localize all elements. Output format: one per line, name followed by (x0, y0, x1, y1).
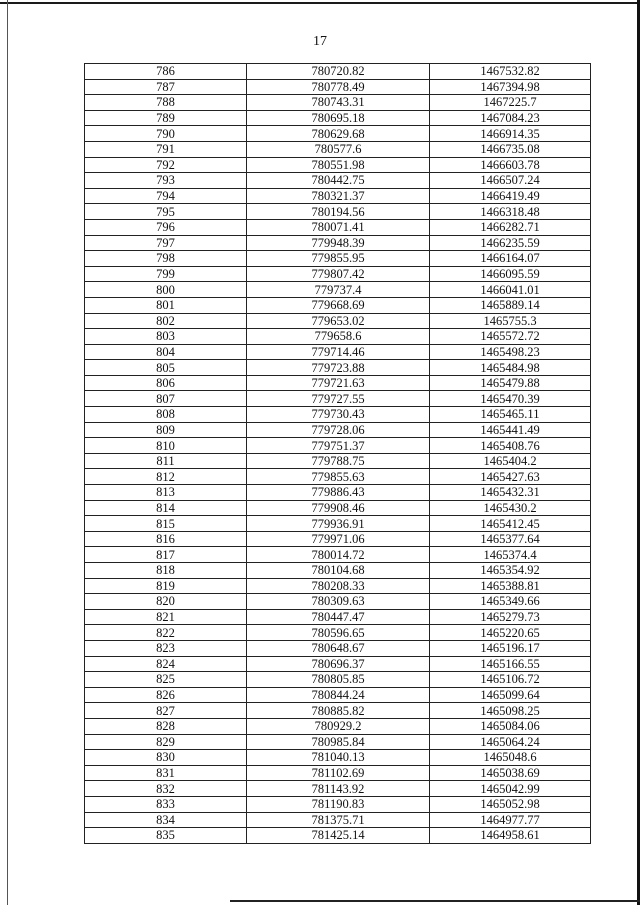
x-coordinate-cell: 780778.49 (247, 79, 430, 95)
point-number-cell: 809 (85, 422, 247, 438)
y-coordinate-cell: 1466164.07 (430, 251, 591, 267)
point-number-cell: 796 (85, 219, 247, 235)
table-row (85, 531, 591, 547)
y-coordinate-cell: 1466735.08 (430, 141, 591, 157)
x-coordinate-cell: 780805.85 (247, 672, 430, 688)
x-coordinate-cell: 779855.63 (247, 469, 430, 485)
x-coordinate-cell: 781040.13 (247, 750, 430, 766)
point-number-cell: 814 (85, 500, 247, 516)
x-coordinate-cell: 779737.4 (247, 282, 430, 298)
y-coordinate-cell: 1465470.39 (430, 391, 591, 407)
table-row (85, 188, 591, 204)
y-coordinate-cell: 1466095.59 (430, 266, 591, 282)
x-coordinate-cell: 780194.56 (247, 204, 430, 220)
table-row (85, 173, 591, 189)
x-coordinate-cell: 779727.55 (247, 391, 430, 407)
x-coordinate-cell: 780442.75 (247, 173, 430, 189)
y-coordinate-cell: 1466914.35 (430, 126, 591, 142)
y-coordinate-cell: 1467225.7 (430, 95, 591, 111)
table-row (85, 297, 591, 313)
point-number-cell: 828 (85, 718, 247, 734)
point-number-cell: 816 (85, 531, 247, 547)
x-coordinate-cell: 779658.6 (247, 329, 430, 345)
y-coordinate-cell: 1465374.4 (430, 547, 591, 563)
y-coordinate-cell: 1465196.17 (430, 640, 591, 656)
point-number-cell: 815 (85, 516, 247, 532)
table-row (85, 718, 591, 734)
point-number-cell: 810 (85, 438, 247, 454)
point-number-cell: 789 (85, 110, 247, 126)
x-coordinate-cell: 780104.68 (247, 563, 430, 579)
x-coordinate-cell: 780321.37 (247, 188, 430, 204)
x-coordinate-cell: 780309.63 (247, 594, 430, 610)
table-row (85, 640, 591, 656)
table-row (85, 594, 591, 610)
table-row (85, 485, 591, 501)
y-coordinate-cell: 1465889.14 (430, 297, 591, 313)
table-row (85, 703, 591, 719)
y-coordinate-cell: 1465484.98 (430, 360, 591, 376)
y-coordinate-cell: 1465084.06 (430, 718, 591, 734)
point-number-cell: 788 (85, 95, 247, 111)
x-coordinate-cell: 780929.2 (247, 718, 430, 734)
y-coordinate-cell: 1465388.81 (430, 578, 591, 594)
table-row (85, 251, 591, 267)
y-coordinate-cell: 1465064.24 (430, 734, 591, 750)
x-coordinate-cell: 780985.84 (247, 734, 430, 750)
y-coordinate-cell: 1465279.73 (430, 609, 591, 625)
table-row (85, 110, 591, 126)
table-row (85, 828, 591, 844)
y-coordinate-cell: 1464958.61 (430, 828, 591, 844)
point-number-cell: 834 (85, 812, 247, 828)
table-row (85, 438, 591, 454)
x-coordinate-cell: 779653.02 (247, 313, 430, 329)
point-number-cell: 795 (85, 204, 247, 220)
y-coordinate-cell: 1465354.92 (430, 563, 591, 579)
table-row (85, 750, 591, 766)
y-coordinate-cell: 1464977.77 (430, 812, 591, 828)
table-row (85, 360, 591, 376)
point-number-cell: 792 (85, 157, 247, 173)
x-coordinate-cell: 780577.6 (247, 141, 430, 157)
x-coordinate-cell: 779855.95 (247, 251, 430, 267)
point-number-cell: 802 (85, 313, 247, 329)
x-coordinate-cell: 780844.24 (247, 687, 430, 703)
point-number-cell: 793 (85, 173, 247, 189)
table-row (85, 64, 591, 80)
table-row (85, 313, 591, 329)
x-coordinate-cell: 779948.39 (247, 235, 430, 251)
point-number-cell: 831 (85, 765, 247, 781)
x-coordinate-cell: 779886.43 (247, 485, 430, 501)
point-number-cell: 787 (85, 79, 247, 95)
point-number-cell: 811 (85, 453, 247, 469)
table-row (85, 672, 591, 688)
y-coordinate-cell: 1465220.65 (430, 625, 591, 641)
x-coordinate-cell: 780071.41 (247, 219, 430, 235)
x-coordinate-cell: 779721.63 (247, 375, 430, 391)
y-coordinate-cell: 1465042.99 (430, 781, 591, 797)
x-coordinate-cell: 779723.88 (247, 360, 430, 376)
point-number-cell: 818 (85, 563, 247, 579)
table-row (85, 547, 591, 563)
y-coordinate-cell: 1465408.76 (430, 438, 591, 454)
x-coordinate-cell: 780743.31 (247, 95, 430, 111)
x-coordinate-cell: 780695.18 (247, 110, 430, 126)
y-coordinate-cell: 1466282.71 (430, 219, 591, 235)
y-coordinate-cell: 1466235.59 (430, 235, 591, 251)
y-coordinate-cell: 1466507.24 (430, 173, 591, 189)
x-coordinate-cell: 780648.67 (247, 640, 430, 656)
point-number-cell: 805 (85, 360, 247, 376)
x-coordinate-cell: 780447.47 (247, 609, 430, 625)
point-number-cell: 803 (85, 329, 247, 345)
y-coordinate-cell: 1465498.23 (430, 344, 591, 360)
y-coordinate-cell: 1466419.49 (430, 188, 591, 204)
table-row (85, 609, 591, 625)
table-row (85, 765, 591, 781)
x-coordinate-cell: 780208.33 (247, 578, 430, 594)
point-number-cell: 825 (85, 672, 247, 688)
y-coordinate-cell: 1465572.72 (430, 329, 591, 345)
y-coordinate-cell: 1465412.45 (430, 516, 591, 532)
y-coordinate-cell: 1465404.2 (430, 453, 591, 469)
table-row (85, 235, 591, 251)
point-number-cell: 799 (85, 266, 247, 282)
point-number-cell: 821 (85, 609, 247, 625)
point-number-cell: 812 (85, 469, 247, 485)
y-coordinate-cell: 1465427.63 (430, 469, 591, 485)
point-number-cell: 830 (85, 750, 247, 766)
x-coordinate-cell: 781425.14 (247, 828, 430, 844)
y-coordinate-cell: 1467394.98 (430, 79, 591, 95)
y-coordinate-cell: 1465441.49 (430, 422, 591, 438)
table-row (85, 141, 591, 157)
y-coordinate-cell: 1467532.82 (430, 64, 591, 80)
coordinates-table (84, 63, 591, 844)
point-number-cell: 823 (85, 640, 247, 656)
point-number-cell: 790 (85, 126, 247, 142)
point-number-cell: 820 (85, 594, 247, 610)
x-coordinate-cell: 779714.46 (247, 344, 430, 360)
table-row (85, 734, 591, 750)
table-row (85, 375, 591, 391)
point-number-cell: 798 (85, 251, 247, 267)
y-coordinate-cell: 1465052.98 (430, 796, 591, 812)
y-coordinate-cell: 1465755.3 (430, 313, 591, 329)
x-coordinate-cell: 779908.46 (247, 500, 430, 516)
y-coordinate-cell: 1467084.23 (430, 110, 591, 126)
table-row (85, 516, 591, 532)
table-row (85, 453, 591, 469)
y-coordinate-cell: 1465349.66 (430, 594, 591, 610)
x-coordinate-cell: 779788.75 (247, 453, 430, 469)
point-number-cell: 806 (85, 375, 247, 391)
y-coordinate-cell: 1465479.88 (430, 375, 591, 391)
point-number-cell: 827 (85, 703, 247, 719)
table-row (85, 95, 591, 111)
bottom-border-line (230, 900, 640, 902)
y-coordinate-cell: 1466318.48 (430, 204, 591, 220)
point-number-cell: 819 (85, 578, 247, 594)
table-row (85, 422, 591, 438)
x-coordinate-cell: 781102.69 (247, 765, 430, 781)
table-row (85, 781, 591, 797)
x-coordinate-cell: 779668.69 (247, 297, 430, 313)
x-coordinate-cell: 780720.82 (247, 64, 430, 80)
table-row (85, 656, 591, 672)
top-border-line (0, 2, 640, 4)
point-number-cell: 824 (85, 656, 247, 672)
x-coordinate-cell: 780014.72 (247, 547, 430, 563)
point-number-cell: 791 (85, 141, 247, 157)
point-number-cell: 832 (85, 781, 247, 797)
table-row (85, 157, 591, 173)
x-coordinate-cell: 779751.37 (247, 438, 430, 454)
point-number-cell: 826 (85, 687, 247, 703)
y-coordinate-cell: 1465430.2 (430, 500, 591, 516)
table-row (85, 204, 591, 220)
table-row (85, 126, 591, 142)
table-row (85, 469, 591, 485)
point-number-cell: 835 (85, 828, 247, 844)
y-coordinate-cell: 1466603.78 (430, 157, 591, 173)
table-row (85, 407, 591, 423)
x-coordinate-cell: 781375.71 (247, 812, 430, 828)
table-row (85, 329, 591, 345)
x-coordinate-cell: 779807.42 (247, 266, 430, 282)
table-row (85, 79, 591, 95)
x-coordinate-cell: 779730.43 (247, 407, 430, 423)
table-row (85, 796, 591, 812)
y-coordinate-cell: 1465106.72 (430, 672, 591, 688)
x-coordinate-cell: 779728.06 (247, 422, 430, 438)
point-number-cell: 801 (85, 297, 247, 313)
point-number-cell: 833 (85, 796, 247, 812)
coordinates-table-body (85, 64, 591, 844)
y-coordinate-cell: 1465099.64 (430, 687, 591, 703)
point-number-cell: 786 (85, 64, 247, 80)
y-coordinate-cell: 1465098.25 (430, 703, 591, 719)
table-row (85, 578, 591, 594)
x-coordinate-cell: 781190.83 (247, 796, 430, 812)
table-row (85, 687, 591, 703)
point-number-cell: 813 (85, 485, 247, 501)
table-row (85, 219, 591, 235)
table-row (85, 500, 591, 516)
y-coordinate-cell: 1466041.01 (430, 282, 591, 298)
table-row (85, 563, 591, 579)
point-number-cell: 797 (85, 235, 247, 251)
point-number-cell: 829 (85, 734, 247, 750)
table-row (85, 625, 591, 641)
table-row (85, 812, 591, 828)
page-number: 17 (313, 34, 327, 49)
table-row (85, 282, 591, 298)
x-coordinate-cell: 781143.92 (247, 781, 430, 797)
y-coordinate-cell: 1465038.69 (430, 765, 591, 781)
point-number-cell: 822 (85, 625, 247, 641)
x-coordinate-cell: 780696.37 (247, 656, 430, 672)
y-coordinate-cell: 1465432.31 (430, 485, 591, 501)
table-row (85, 391, 591, 407)
table-row (85, 266, 591, 282)
y-coordinate-cell: 1465166.55 (430, 656, 591, 672)
x-coordinate-cell: 779936.91 (247, 516, 430, 532)
x-coordinate-cell: 779971.06 (247, 531, 430, 547)
x-coordinate-cell: 780551.98 (247, 157, 430, 173)
point-number-cell: 807 (85, 391, 247, 407)
x-coordinate-cell: 780885.82 (247, 703, 430, 719)
point-number-cell: 804 (85, 344, 247, 360)
x-coordinate-cell: 780596.65 (247, 625, 430, 641)
point-number-cell: 800 (85, 282, 247, 298)
x-coordinate-cell: 780629.68 (247, 126, 430, 142)
y-coordinate-cell: 1465048.6 (430, 750, 591, 766)
point-number-cell: 817 (85, 547, 247, 563)
y-coordinate-cell: 1465465.11 (430, 407, 591, 423)
point-number-cell: 794 (85, 188, 247, 204)
point-number-cell: 808 (85, 407, 247, 423)
y-coordinate-cell: 1465377.64 (430, 531, 591, 547)
table-row (85, 344, 591, 360)
left-border-line (7, 0, 8, 905)
